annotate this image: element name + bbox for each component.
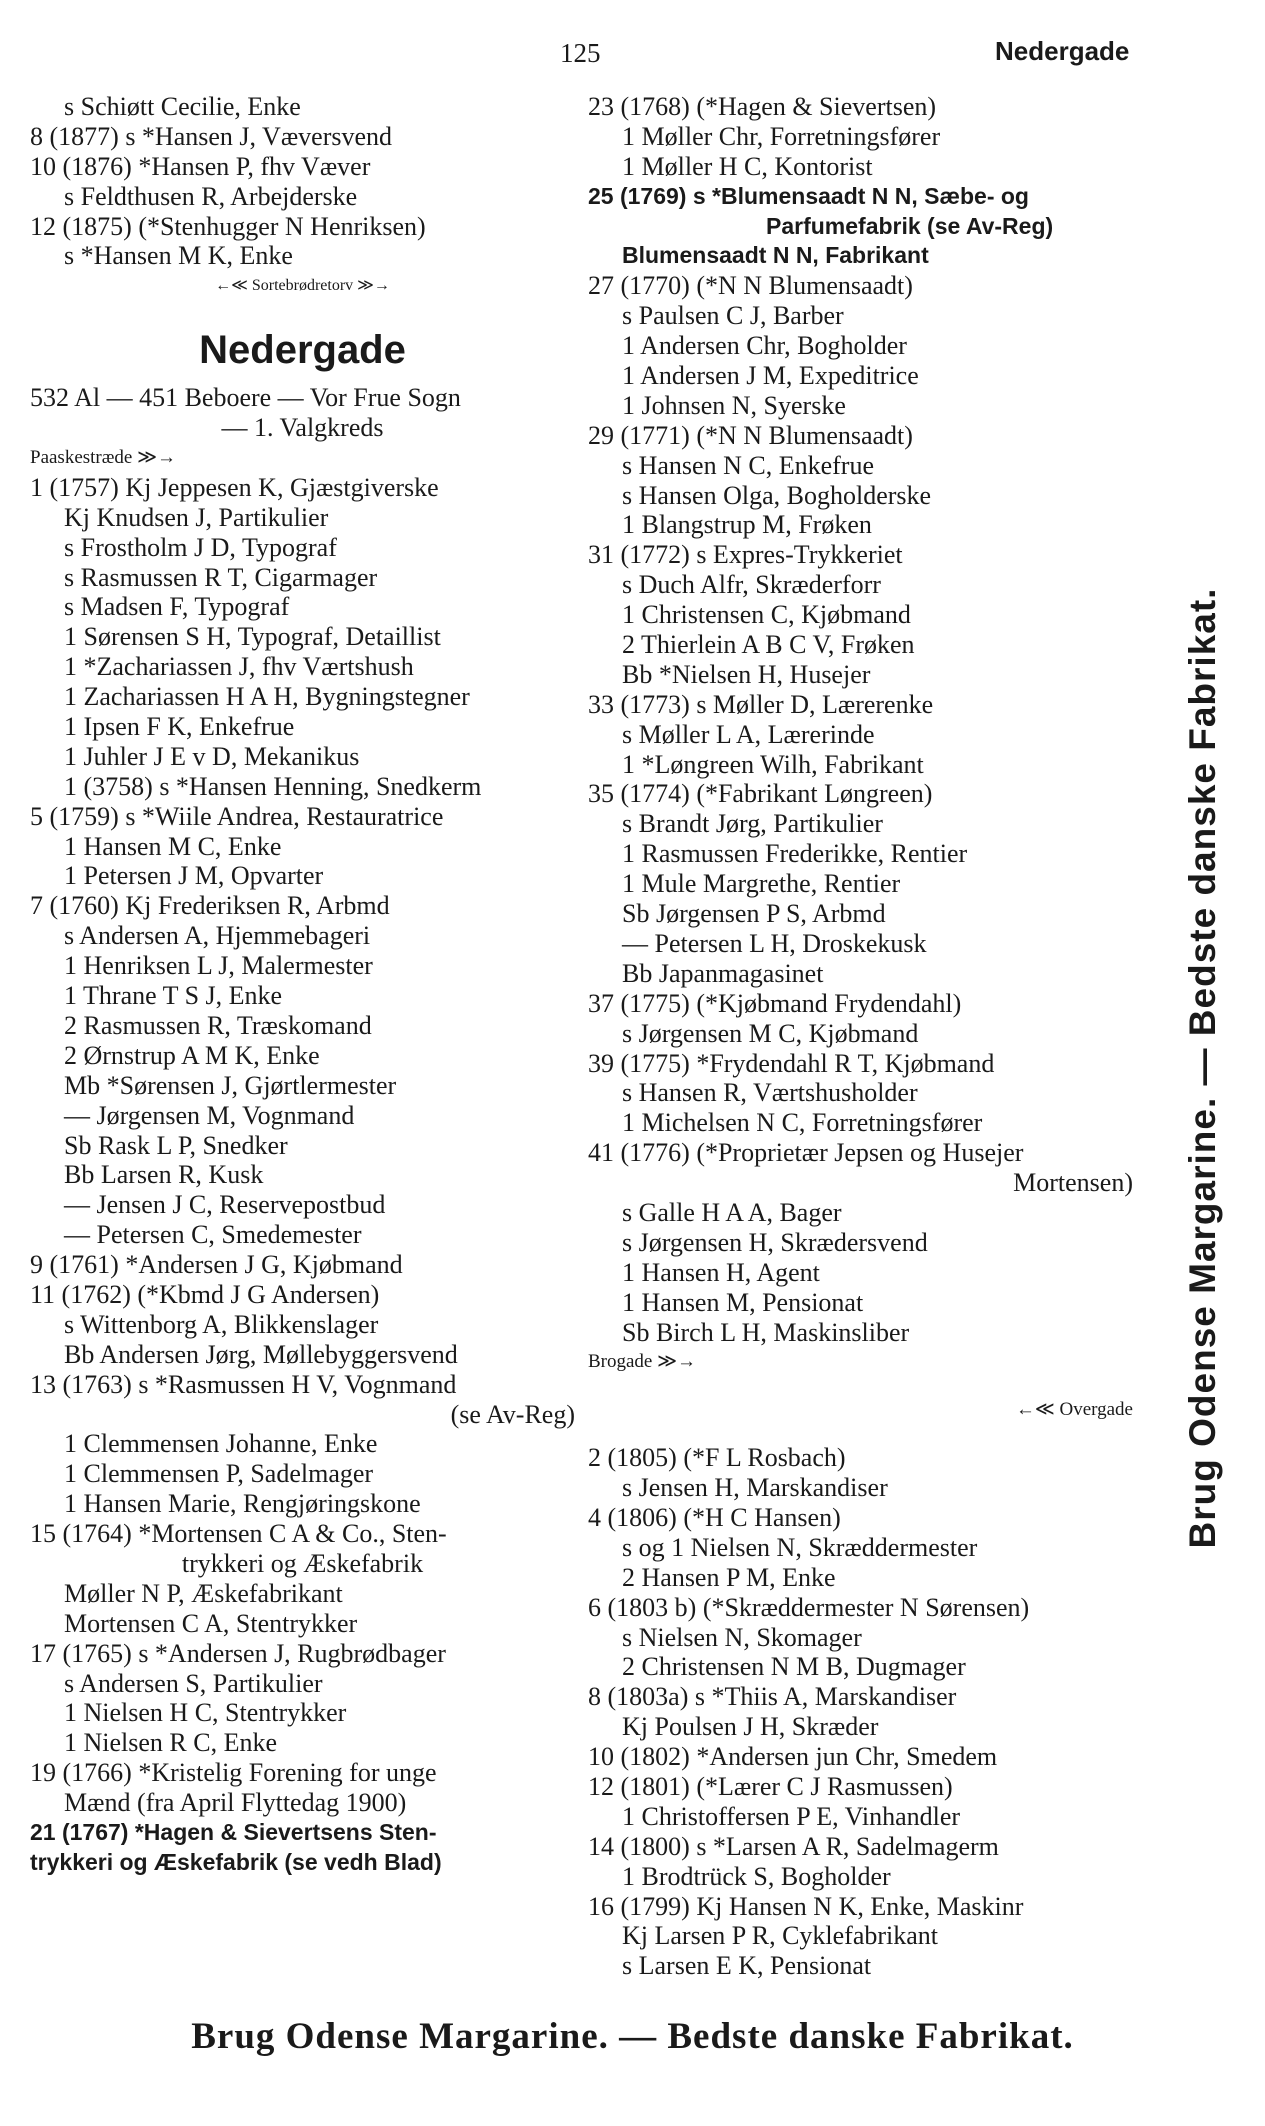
directory-entry: 39 (1775) *Frydendahl R T, Kjøbmand xyxy=(588,1048,995,1078)
directory-entry: 1 Zachariassen H A H, Bygningstegner xyxy=(64,682,470,712)
directory-entry: 21 (1767) *Hagen & Sievertsens Sten- xyxy=(30,1818,437,1845)
directory-entry: 2 Hansen P M, Enke xyxy=(622,1562,836,1592)
directory-entry: 27 (1770) (*N N Blumensaadt) xyxy=(588,271,913,301)
directory-entry: s Galle H A A, Bager xyxy=(622,1197,842,1227)
directory-entry: Sb Rask L P, Snedker xyxy=(64,1130,288,1160)
directory-entry: s Jensen H, Marskandiser xyxy=(622,1473,888,1503)
directory-entry: 2 (1805) (*F L Rosbach) xyxy=(588,1443,846,1473)
directory-entry: 1 Sørensen S H, Typograf, Detaillist xyxy=(64,622,441,652)
directory-entry: 12 (1801) (*Lærer C J Rasmussen) xyxy=(588,1771,953,1801)
directory-entry: 1 (3758) s *Hansen Henning, Snedkerm xyxy=(64,771,482,801)
directory-entry: Kj Knudsen J, Partikulier xyxy=(64,502,329,532)
directory-entry: 16 (1799) Kj Hansen N K, Enke, Maskinr xyxy=(588,1891,1024,1921)
directory-entry: 17 (1765) s *Andersen J, Rugbrødbager xyxy=(30,1638,446,1668)
directory-entry: 23 (1768) (*Hagen & Sievertsen) xyxy=(588,92,937,121)
directory-entry: 1 Nielsen H C, Stentrykker xyxy=(64,1698,347,1728)
directory-entry: Mortensen) xyxy=(1013,1168,1133,1198)
directory-entry: s Larsen E K, Pensionat xyxy=(622,1951,872,1981)
directory-entry: 1 Møller Chr, Forretningsfører xyxy=(622,121,941,151)
directory-entry: Bb Japanmagasinet xyxy=(622,958,824,988)
directory-entry: Sb Birch L H, Maskinsliber xyxy=(622,1317,910,1347)
directory-entry: s Hansen R, Værtshusholder xyxy=(622,1078,918,1108)
left-column xyxy=(30,92,575,1878)
directory-entry: s Madsen F, Typograf xyxy=(64,592,290,622)
directory-entry: 6 (1803 b) (*Skræddermester N Sørensen) xyxy=(588,1592,1030,1622)
directory-entry: (se Av-Reg) xyxy=(450,1399,575,1429)
directory-entry: s Nielsen N, Skomager xyxy=(622,1622,862,1652)
directory-entry: — Jensen J C, Reservepostbud xyxy=(64,1190,386,1220)
directory-entry: s Jørgensen H, Skrædersvend xyxy=(622,1227,928,1257)
directory-entry: 33 (1773) s Møller D, Lærerenke xyxy=(588,689,934,719)
directory-entry: s Andersen S, Partikulier xyxy=(64,1668,323,1698)
directory-entry: trykkeri og Æskefabrik xyxy=(181,1548,424,1578)
directory-entry: — 1. Valgkreds xyxy=(221,413,384,443)
directory-entry: 1 Rasmussen Frederikke, Rentier xyxy=(622,839,968,869)
bottom-advertisement: Brug Odense Margarine. — Bedste danske Fabrikat. xyxy=(191,2016,1074,2057)
directory-entry: Paaskestræde ≫→ xyxy=(30,447,177,469)
directory-entry: 1 Christensen C, Kjøbmand xyxy=(622,600,911,630)
directory-entry xyxy=(588,1377,1133,1395)
directory-entry: 2 Rasmussen R, Træskomand xyxy=(64,1010,372,1040)
directory-entry: Sb Jørgensen P S, Arbmd xyxy=(622,899,886,929)
directory-entry: 1 Thrane T S J, Enke xyxy=(64,981,283,1011)
directory-entry: ←≪ Overgade xyxy=(1015,1399,1133,1421)
directory-entry: 1 Juhler J E v D, Mekanikus xyxy=(64,741,360,771)
directory-entry: 37 (1775) (*Kjøbmand Frydendahl) xyxy=(588,988,962,1018)
directory-entry: 7 (1760) Kj Frederiksen R, Arbmd xyxy=(30,891,390,921)
directory-entry: 1 *Zachariassen J, fhv Værtshush xyxy=(64,652,414,682)
directory-entry: 1 Johnsen N, Syerske xyxy=(622,390,846,420)
directory-entry: Bb Andersen Jørg, Møllebyggersvend xyxy=(64,1339,458,1369)
directory-entry: s Andersen A, Hjemmebageri xyxy=(64,921,371,951)
directory-entry: 1 Hansen Marie, Rengjøringskone xyxy=(64,1489,421,1519)
directory-entry: 1 Nielsen R C, Enke xyxy=(64,1728,278,1758)
directory-entry: 11 (1762) (*Kbmd J G Andersen) xyxy=(30,1279,380,1309)
directory-entry: 12 (1875) (*Stenhugger N Henriksen) xyxy=(30,211,426,241)
directory-entry: s Frostholm J D, Typograf xyxy=(64,532,337,562)
directory-entry: Møller N P, Æskefabrikant xyxy=(64,1578,343,1608)
directory-entry: 1 Brodtrück S, Bogholder xyxy=(622,1861,891,1891)
directory-entry: ←≪ Sortebrødretorv ≫→ xyxy=(215,277,390,295)
directory-entry: 14 (1800) s *Larsen A R, Sadelmagerm xyxy=(588,1831,999,1861)
directory-entry: s Jørgensen M C, Kjøbmand xyxy=(622,1018,919,1048)
directory-entry: 1 Clemmensen Johanne, Enke xyxy=(64,1429,378,1459)
directory-entry: — Petersen L H, Droskekusk xyxy=(622,928,927,958)
directory-entry: 1 Mule Margrethe, Rentier xyxy=(622,869,901,899)
directory-entry: 1 Ipsen F K, Enkefrue xyxy=(64,712,295,742)
directory-entry: 9 (1761) *Andersen J G, Kjøbmand xyxy=(30,1250,403,1280)
directory-entry: 19 (1766) *Kristelig Forening for unge xyxy=(30,1758,437,1788)
directory-entry: 1 Michelsen N C, Forretningsfører xyxy=(622,1108,983,1138)
directory-entry: Nedergade xyxy=(199,328,406,373)
side-advertisement-text: Brug Odense Margarine. — Bedste danske Fabrikat. xyxy=(1182,587,1223,1549)
directory-entry: 1 Petersen J M, Opvarter xyxy=(64,861,324,891)
directory-entry: 1 Henriksen L J, Malermester xyxy=(64,951,373,981)
directory-entry: Mortensen C A, Stentrykker xyxy=(64,1608,358,1638)
directory-entry: 1 Blangstrup M, Frøken xyxy=(622,510,872,540)
running-head: Nedergade xyxy=(995,36,1130,66)
directory-entry: s Paulsen C J, Barber xyxy=(622,301,844,331)
directory-entry: 35 (1774) (*Fabrikant Løngreen) xyxy=(588,779,933,809)
directory-entry: 5 (1759) s *Wiile Andrea, Restauratrice xyxy=(30,801,444,831)
directory-entry: s Brandt Jørg, Partikulier xyxy=(622,809,883,839)
directory-entry: 1 Hansen M, Pensionat xyxy=(622,1287,864,1317)
directory-entry: s Duch Alfr, Skræderforr xyxy=(622,570,881,600)
directory-entry: Blumensaadt N N, Fabrikant xyxy=(622,242,929,269)
directory-entry: 15 (1764) *Mortensen C A & Co., Sten- xyxy=(30,1519,447,1549)
directory-entry: 2 Thierlein A B C V, Frøken xyxy=(622,630,915,660)
directory-entry: 1 Andersen J M, Expeditrice xyxy=(622,361,919,391)
directory-entry: trykkeri og Æskefabrik (se vedh Blad) xyxy=(30,1848,442,1875)
directory-entry: s og 1 Nielsen N, Skræddermester xyxy=(622,1532,978,1562)
directory-entry: s Schiøtt Cecilie, Enke xyxy=(64,92,301,121)
directory-entry: Mb *Sørensen J, Gjørtlermester xyxy=(64,1070,397,1100)
directory-entry: 10 (1876) *Hansen P, fhv Væver xyxy=(30,151,371,181)
directory-entry: — Petersen C, Smedemester xyxy=(64,1220,362,1250)
directory-entry: 8 (1877) s *Hansen J, Væversvend xyxy=(30,121,393,151)
directory-entry xyxy=(588,1425,1133,1443)
directory-entry: 1 *Løngreen Wilh, Fabrikant xyxy=(622,749,924,779)
directory-entry: 13 (1763) s *Rasmussen H V, Vognmand xyxy=(30,1369,457,1399)
directory-entry: 2 Christensen N M B, Dugmager xyxy=(622,1652,966,1682)
directory-entry: Brogade ≫→ xyxy=(588,1351,697,1373)
directory-entry: s Rasmussen R T, Cigarmager xyxy=(64,562,378,592)
directory-entry: Bb *Nielsen H, Husejer xyxy=(622,659,871,689)
directory-entry: 4 (1806) (*H C Hansen) xyxy=(588,1502,841,1532)
directory-entry: 1 Hansen H, Agent xyxy=(622,1257,820,1287)
directory-entry: s *Hansen M K, Enke xyxy=(64,241,293,271)
directory-entry: 1 Hansen M C, Enke xyxy=(64,831,282,861)
directory-entry: 1 (1757) Kj Jeppesen K, Gjæstgiverske xyxy=(30,472,439,502)
directory-entry: s Hansen N C, Enkefrue xyxy=(622,450,874,480)
directory-entry: 29 (1771) (*N N Blumensaadt) xyxy=(588,420,913,450)
directory-entry: 10 (1802) *Andersen jun Chr, Smedem xyxy=(588,1742,998,1772)
directory-entry: s Feldthusen R, Arbejderske xyxy=(64,181,358,211)
directory-entry: 8 (1803a) s *Thiis A, Marskandiser xyxy=(588,1682,957,1712)
directory-entry: s Wittenborg A, Blikkenslager xyxy=(64,1309,379,1339)
directory-entry: 41 (1776) (*Proprietær Jepsen og Husejer xyxy=(588,1138,1024,1168)
directory-entry: Kj Larsen P R, Cyklefabrikant xyxy=(622,1921,939,1951)
directory-entry: — Jørgensen M, Vognmand xyxy=(64,1100,355,1130)
directory-entry: s Møller L A, Lærerinde xyxy=(622,719,875,749)
directory-entry: 31 (1772) s Expres-Trykkeriet xyxy=(588,540,903,570)
directory-entry: 1 Andersen Chr, Bogholder xyxy=(622,331,907,361)
directory-entry: 2 Ørnstrup A M K, Enke xyxy=(64,1040,320,1070)
directory-entry: 1 Møller H C, Kontorist xyxy=(622,151,873,181)
directory-entry: 25 (1769) s *Blumensaadt N N, Sæbe- og xyxy=(588,182,1029,209)
directory-entry: Mænd (fra April Flyttedag 1900) xyxy=(64,1788,407,1818)
right-column xyxy=(588,92,1133,1981)
directory-entry: s Hansen Olga, Bogholderske xyxy=(622,480,932,510)
directory-entry: 532 Al — 451 Beboere — Vor Frue Sogn xyxy=(30,383,461,413)
directory-entry: Parfumefabrik (se Av-Reg) xyxy=(766,212,1054,239)
directory-entry: Bb Larsen R, Kusk xyxy=(64,1160,264,1190)
directory-entry: 1 Christoffersen P E, Vinhandler xyxy=(622,1801,961,1831)
directory-entry: Kj Poulsen J H, Skræder xyxy=(622,1712,879,1742)
page-number: 125 xyxy=(560,38,601,68)
directory-entry: 1 Clemmensen P, Sadelmager xyxy=(64,1459,374,1489)
